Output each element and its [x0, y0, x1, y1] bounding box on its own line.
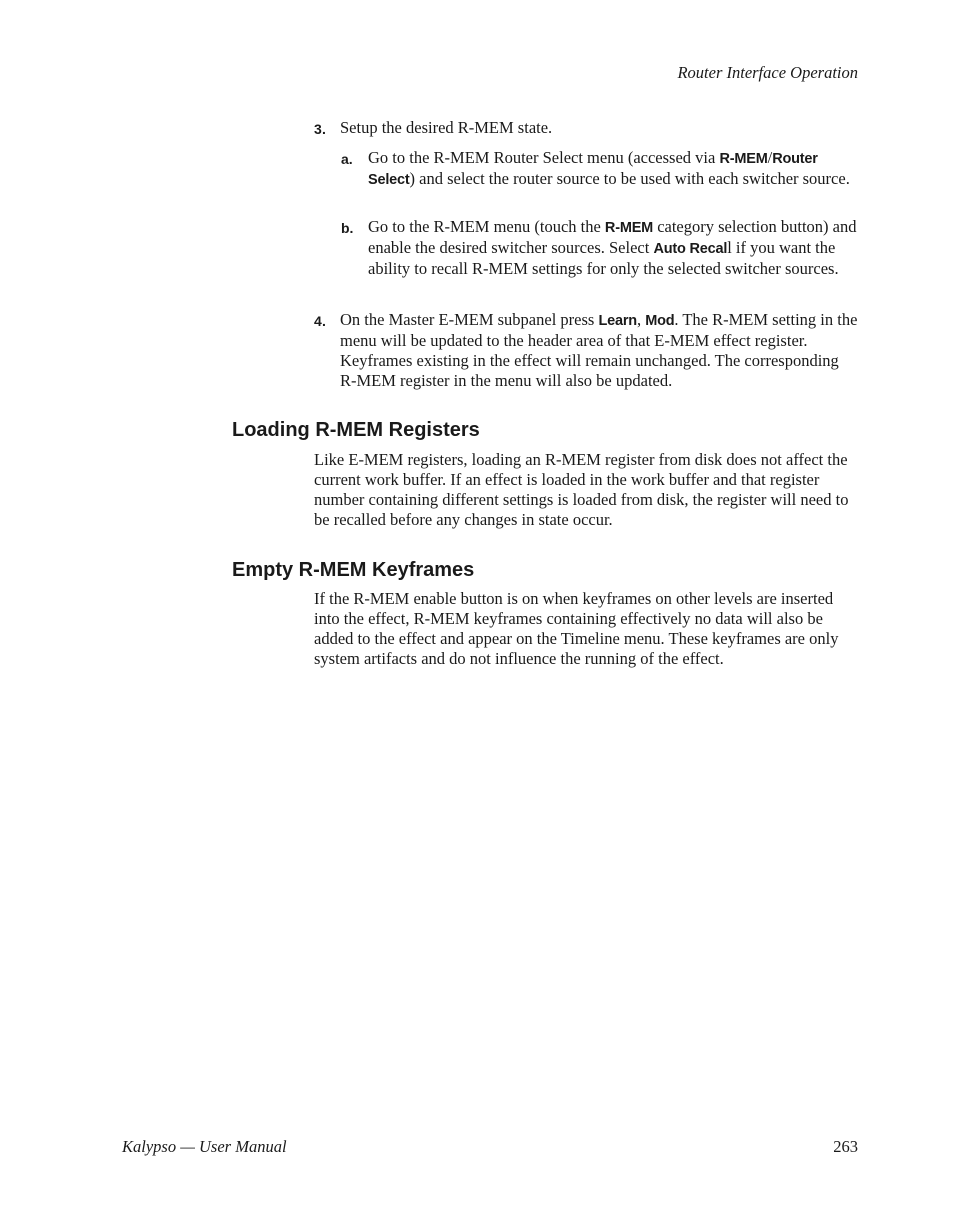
step-3	[314, 118, 859, 138]
step-4	[314, 310, 859, 391]
substep-text: Go to the R-MEM menu (touch the R-MEM category selection button) and enable the desired switcher sources. Select Auto Recall if you want the ability to recall R-MEM settings for only the selected switcher sources.	[368, 217, 857, 278]
step-number: 3.	[314, 121, 327, 137]
substep-a	[341, 148, 859, 190]
substep-text: Go to the R-MEM Router Select menu (accessed via R-MEM/Router Select) and select the router source to be used with each switcher source.	[368, 148, 850, 188]
running-header: Router Interface Operation	[677, 63, 858, 82]
section-body-loading: Like E-MEM registers, loading an R-MEM register from disk does not affect the current work buffer. If an effect is loaded in the work buffer and that register number containing different settings is loaded from disk, the register will need to be recalled before any changes in state occur.	[314, 450, 849, 529]
button-ref-mod: Mod	[645, 313, 675, 329]
step-text: On the Master E-MEM subpanel press Learn, Mod. The R-MEM setting in the menu will be updated to the header area of that E-MEM effect register. Keyframes existing in the effect will remain unchanged. The corresponding R-MEM register in the menu will also be updated.	[340, 310, 858, 390]
substep-letter: a.	[341, 151, 353, 167]
section-heading-loading-r-mem-registers: Loading R-MEM Registers	[232, 419, 480, 441]
section-body-empty: If the R-MEM enable button is on when keyframes on other levels are inserted into the effect, R-MEM keyframes containing effectively no data will also be added to the effect and appear on the Timeline menu. These keyframes are only system artifacts and do not influence the running of the effect.	[314, 589, 839, 668]
step-text: Setup the desired R-MEM state.	[340, 118, 553, 137]
footer-manual-title: Kalypso — User Manual	[122, 1137, 287, 1156]
step-number: 4.	[314, 313, 327, 329]
menu-path-router-select: Router Select	[368, 151, 818, 188]
substep-b	[341, 217, 859, 279]
page-number: 263	[833, 1137, 858, 1156]
button-ref-learn: Learn	[598, 313, 637, 329]
button-ref-r-mem: R-MEM	[604, 220, 654, 236]
section-heading-empty-r-mem-keyframes: Empty R-MEM Keyframes	[232, 559, 475, 581]
menu-path-r-mem: R-MEM	[719, 151, 768, 167]
substep-letter: b.	[341, 220, 354, 236]
button-ref-auto-recall: Auto Recal	[653, 241, 728, 257]
